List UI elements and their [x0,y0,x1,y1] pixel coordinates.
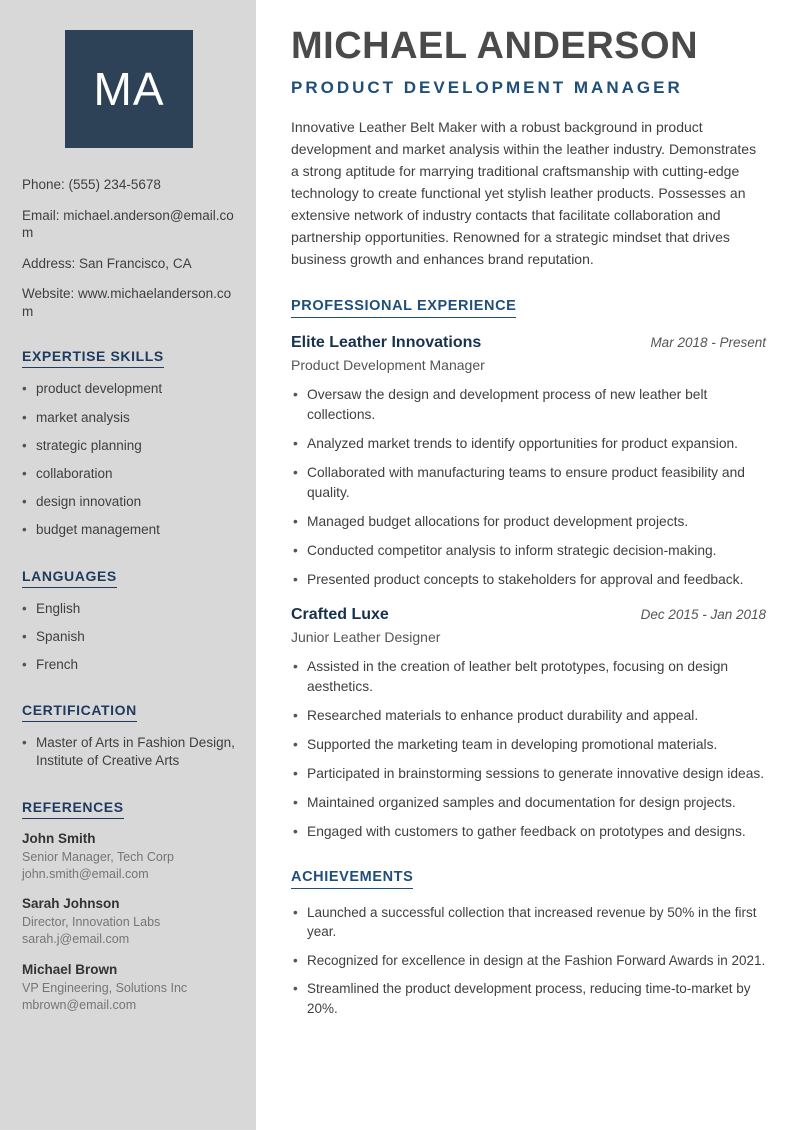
job-bullet: • Collaborated with manufacturing teams to ensure product feasibility and quality. [291,463,766,503]
job-bullet: • Managed budget allocations for product development projects. [291,512,766,532]
reference-role: Director, Innovation Labs [22,915,161,930]
reference-role: VP Engineering, Solutions Inc [22,981,188,996]
skill-item: • market analysis [22,409,236,427]
certification-section [22,702,236,770]
person-title: PRODUCT DEVELOPMENT MANAGER [291,77,683,97]
references-list [22,831,236,1014]
job-bullet: • Assisted in the creation of leather belt prototypes, focusing on design aesthetics. [291,657,766,697]
languages-section [22,568,236,675]
reference-email: john.smith@email.com [22,866,149,881]
achievement-bullet: • Recognized for excellence in design at the Fashion Forward Awards in 2021. [291,951,766,971]
language-item: • French [22,656,236,674]
person-name: MICHAEL ANDERSON [291,25,699,67]
language-item: • English [22,600,236,618]
job-bullet: • Analyzed market trends to identify opportunities for product expansion. [291,434,766,454]
reference-entry [22,896,236,948]
summary-paragraph: Innovative Leather Belt Maker with a robust background in product development and market analysis within the leather industry. Demonstrates a strong aptitude for marrying traditional craftsmanship with cutting-edge technology to create functional yet stylish leather products. Possesses an extensive network of industry contacts that facilitate collaboration and partnership opportunities. Renowned for a strategic mindset that drives business growth and enhances brand reputation. [291,118,757,268]
job-bullet-list [291,657,766,842]
language-item: • Spanish [22,628,236,646]
certification-item: • Master of Arts in Fashion Design, Institute of Creative Arts [22,734,236,770]
certification-heading: CERTIFICATION [22,702,137,722]
job-bullet: • Supported the marketing team in developing promotional materials. [291,735,766,755]
skill-item: • product development [22,380,236,398]
job-entry [291,334,766,590]
reference-email: sarah.j@email.com [22,932,130,947]
languages-list [22,600,236,675]
job-bullet: • Oversaw the design and development process of new leather belt collections. [291,385,766,425]
contact-item: Website: www.michaelanderson.com [22,286,232,319]
contact-list [22,176,236,320]
references-heading: REFERENCES [22,799,124,819]
sidebar [0,0,256,1130]
achievement-bullet: • Launched a successful collection that increased revenue by 50% in the first year. [291,903,766,942]
reference-role: Senior Manager, Tech Corp [22,849,174,864]
certification-list [22,734,236,770]
experience-section [291,297,766,842]
contact-item: Email: michael.anderson@email.com [22,207,234,241]
job-entry [291,606,766,842]
job-bullet: • Researched materials to enhance product durability and appeal. [291,706,766,726]
monogram-initials: MA [93,63,165,115]
skills-heading: EXPERTISE SKILLS [22,348,164,368]
achievements-list [291,903,766,1019]
contact-item: Address: San Francisco, CA [22,255,192,271]
skills-section [22,348,236,539]
job-header [291,606,766,624]
reference-email: mbrown@email.com [22,998,137,1013]
job-dates: Dec 2015 - Jan 2018 [640,606,766,622]
main-content [256,0,800,1130]
achievements-heading: ACHIEVEMENTS [291,869,413,889]
job-bullet: • Presented product concepts to stakeholders for approval and feedback. [291,570,766,590]
company-name: Crafted Luxe [291,605,389,623]
monogram-badge [65,30,193,148]
reference-name: John Smith [22,830,96,846]
reference-name: Sarah Johnson [22,896,120,912]
job-dates: Mar 2018 - Present [650,334,766,350]
job-header [291,334,766,352]
job-bullet: • Participated in brainstorming sessions to generate innovative design ideas. [291,764,766,784]
job-bullet: • Engaged with customers to gather feedback on prototypes and designs. [291,822,766,842]
reference-entry [22,962,236,1014]
skills-list [22,380,236,539]
reference-entry [22,831,236,883]
job-role: Junior Leather Designer [291,628,441,645]
achievements-section [291,868,766,1019]
reference-name: Michael Brown [22,962,118,978]
skill-item: • budget management [22,521,236,539]
skill-item: • design innovation [22,493,236,511]
job-bullet-list [291,385,766,590]
skill-item: • collaboration [22,465,236,483]
references-section [22,799,236,1014]
achievement-bullet: • Streamlined the product development process, reducing time-to-market by 20%. [291,979,766,1018]
job-bullet: • Maintained organized samples and documentation for design projects. [291,793,766,813]
languages-heading: LANGUAGES [22,568,117,588]
job-role: Product Development Manager [291,356,485,373]
company-name: Elite Leather Innovations [291,333,482,351]
experience-heading: PROFESSIONAL EXPERIENCE [291,298,516,318]
contact-item: Phone: (555) 234-5678 [22,177,161,192]
skill-item: • strategic planning [22,437,236,455]
job-bullet: • Conducted competitor analysis to inform strategic decision-making. [291,541,766,561]
